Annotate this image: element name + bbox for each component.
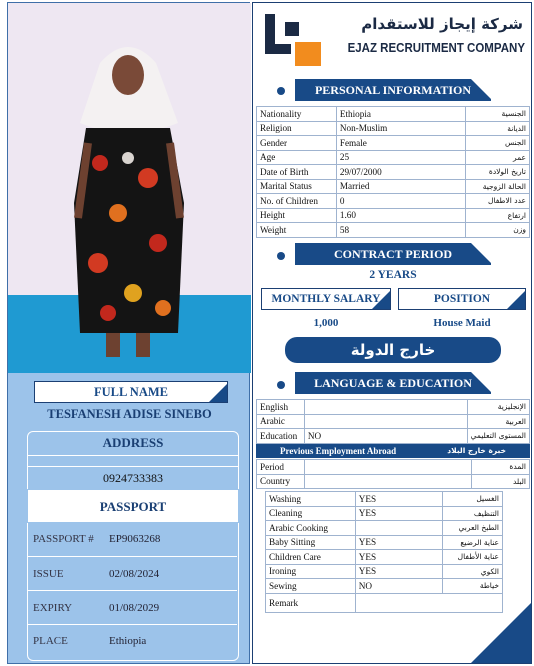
row-label: Weight [257, 223, 337, 238]
section-bullet [277, 381, 285, 389]
row-value: YES [355, 535, 442, 550]
salary-value: 1,000 [313, 317, 339, 329]
row-value: 25 [336, 150, 465, 165]
row-label: Country [257, 474, 305, 489]
table-row [266, 564, 503, 579]
row-label-arabic: خياطة [443, 579, 503, 594]
table-row [266, 550, 503, 565]
row-value: YES [355, 492, 442, 507]
row-label-arabic: العربية [467, 414, 529, 429]
row-label-arabic: تاريخ الولادة [466, 165, 530, 180]
row-label: Marital Status [257, 179, 337, 194]
outside-country-banner: خارج الدولة [285, 337, 501, 363]
address-blank-row [27, 455, 239, 467]
row-label: Ironing [266, 564, 356, 579]
table-row [257, 400, 530, 415]
row-label-arabic: التنظيف [443, 506, 503, 521]
row-value [304, 474, 471, 489]
row-value [355, 521, 442, 536]
row-value: 58 [336, 223, 465, 238]
row-label: Cleaning [266, 506, 356, 521]
expiry-date: 01/08/2029 [109, 602, 160, 614]
phone-number: 0924733383 [103, 471, 163, 485]
monthly-salary-label: MONTHLY SALARY [261, 288, 391, 310]
table-row [266, 506, 503, 521]
row-value [304, 460, 471, 475]
table-row [266, 535, 503, 550]
full-name-label: FULL NAME [34, 381, 228, 403]
row-label: Nationality [257, 107, 337, 122]
position-label: POSITION [398, 288, 526, 310]
row-value: 1.60 [336, 208, 465, 223]
left-panel [7, 2, 250, 664]
expiry-label: EXPIRY [33, 602, 73, 614]
row-label: No. of Children [257, 194, 337, 209]
table-row [257, 223, 530, 238]
company-name-english: EJAZ RECRUITMENT COMPANY [347, 41, 525, 55]
row-label: Children Care [266, 550, 356, 565]
row-value: NO [304, 429, 467, 444]
full-name: TESFANESH ADISE SINEBO [47, 407, 212, 421]
row-label: English [257, 400, 305, 415]
issue-row [27, 557, 237, 591]
row-value: YES [355, 550, 442, 565]
table-row [257, 165, 530, 180]
row-label: Arabic [257, 414, 305, 429]
row-label-arabic: المستوى التعليمي [467, 429, 529, 444]
row-value: 0 [336, 194, 465, 209]
row-label-arabic: الطبخ العربي [443, 521, 503, 536]
place-value: Ethiopia [109, 635, 147, 647]
row-value: NO [355, 579, 442, 594]
row-value: Female [336, 136, 465, 151]
row-label-arabic: الحالة الزوجية [466, 179, 530, 194]
skills-table [265, 491, 503, 613]
row-value: 29/07/2000 [336, 165, 465, 180]
place-label: PLACE [33, 635, 68, 647]
corner-decoration [471, 603, 531, 663]
passport-number-row [27, 523, 237, 557]
position-value: House Maid [433, 317, 491, 329]
passport-number-label: PASSPORT # [33, 533, 94, 545]
table-row [257, 414, 530, 429]
language-education-header: LANGUAGE & EDUCATION [295, 372, 491, 394]
row-label: Arabic Cooking [266, 521, 356, 536]
row-label-arabic: المدة [472, 460, 530, 475]
row-value: Non-Muslim [336, 121, 465, 136]
row-value: Ethiopia [336, 107, 465, 122]
table-row [257, 460, 530, 475]
table-row [257, 107, 530, 122]
candidate-photo [8, 3, 251, 373]
row-label-arabic: الجنس [466, 136, 530, 151]
previous-employment-header: Previous Employment Abroad خبرة خارج البلاد [256, 444, 530, 458]
passport-number: EP9063268 [109, 533, 161, 545]
table-row [257, 136, 530, 151]
table-row [257, 179, 530, 194]
contract-period-header: CONTRACT PERIOD [295, 243, 491, 265]
issue-label: ISSUE [33, 568, 64, 580]
row-label: Washing [266, 492, 356, 507]
row-value [304, 414, 467, 429]
row-value [304, 400, 467, 415]
expiry-row [27, 591, 237, 625]
section-bullet [277, 252, 285, 260]
place-row [27, 625, 237, 659]
row-label-arabic: الكوي [443, 564, 503, 579]
table-row [257, 194, 530, 209]
address-label: ADDRESS [102, 435, 164, 450]
table-row [257, 121, 530, 136]
row-value: YES [355, 506, 442, 521]
row-label-arabic: الغسيل [443, 492, 503, 507]
section-bullet [277, 87, 285, 95]
company-name-arabic: شركة إيجاز للاستقدام [361, 15, 523, 33]
table-row [266, 579, 503, 594]
table-row [257, 208, 530, 223]
row-label: Age [257, 150, 337, 165]
issue-date: 02/08/2024 [109, 568, 160, 580]
company-logo [261, 8, 323, 70]
row-label: Date of Birth [257, 165, 337, 180]
row-label-arabic: الجنسية [466, 107, 530, 122]
language-table [256, 399, 530, 444]
row-label-arabic: الإنجليزية [467, 400, 529, 415]
contract-period-value: 2 YEARS [369, 269, 417, 281]
row-label-arabic: ارتفاع [466, 208, 530, 223]
row-label-arabic: عناية الأطفال [443, 550, 503, 565]
row-label-arabic: الديانة [466, 121, 530, 136]
table-row [257, 429, 530, 444]
personal-info-table [256, 106, 530, 238]
row-label: Baby Sitting [266, 535, 356, 550]
table-row [257, 150, 530, 165]
row-label-arabic: عناية الرضيع [443, 535, 503, 550]
row-label-arabic: عمر [466, 150, 530, 165]
table-row [266, 492, 503, 507]
row-value: Married [336, 179, 465, 194]
passport-label: PASSPORT [99, 499, 167, 514]
row-label-arabic: وزن [466, 223, 530, 238]
remark-label: Remark [266, 593, 356, 612]
row-label: Religion [257, 121, 337, 136]
row-label-arabic: البلد [472, 474, 530, 489]
table-row [257, 474, 530, 489]
table-row [266, 521, 503, 536]
row-label: Height [257, 208, 337, 223]
row-label: Period [257, 460, 305, 475]
right-panel [252, 2, 532, 664]
personal-info-header: PERSONAL INFORMATION [295, 79, 491, 101]
employment-table [256, 459, 530, 489]
row-label: Education [257, 429, 305, 444]
row-label: Gender [257, 136, 337, 151]
row-label: Sewing [266, 579, 356, 594]
row-value: YES [355, 564, 442, 579]
row-label-arabic: عدد الاطفال [466, 194, 530, 209]
